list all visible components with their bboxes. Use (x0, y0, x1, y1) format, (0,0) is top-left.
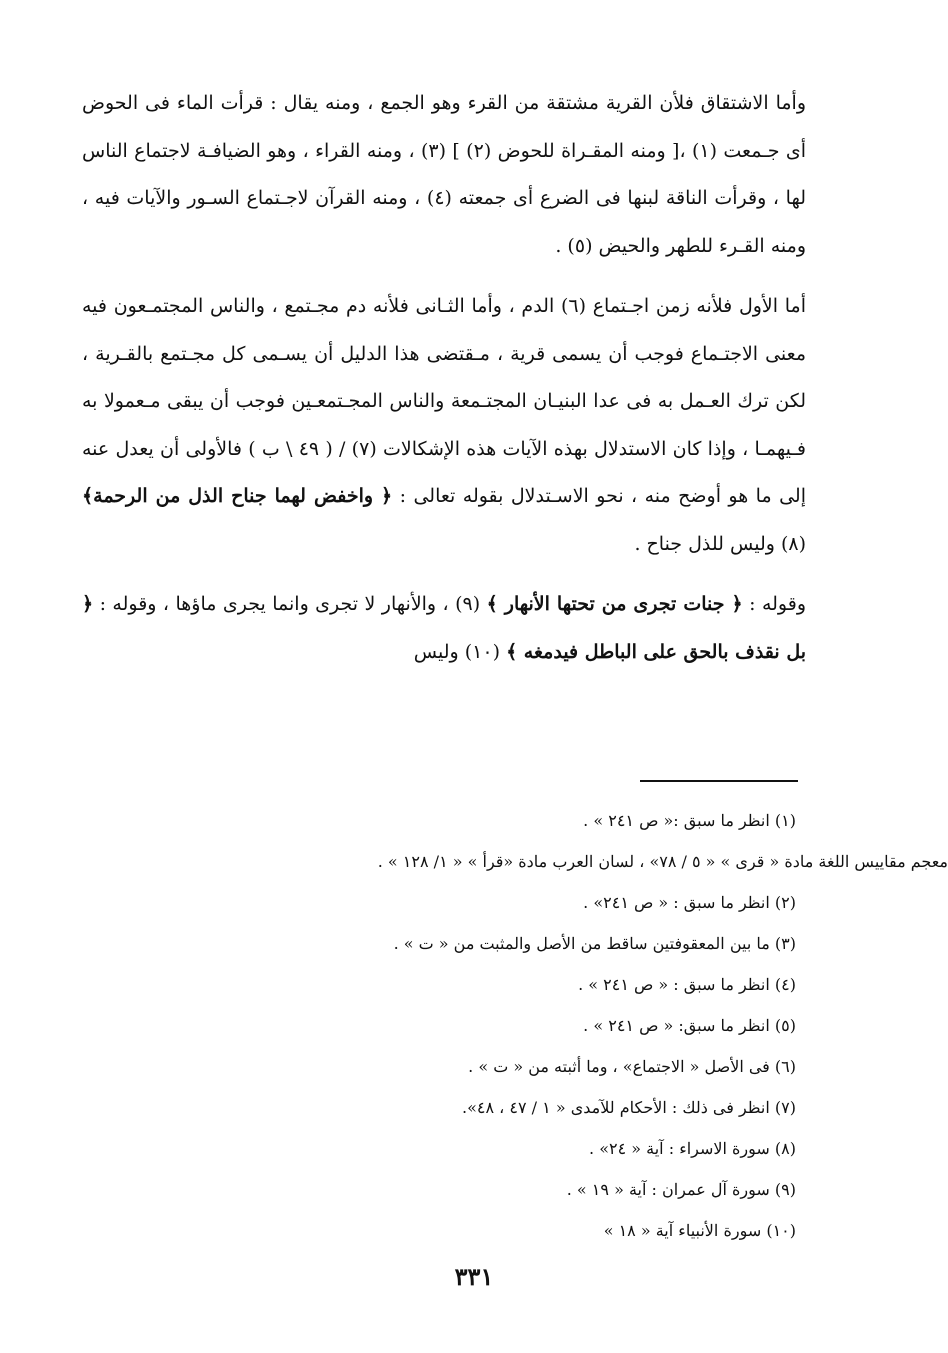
footnote-5: (٥) انظر ما سبق: « ص ٢٤١ » . (583, 1016, 796, 1035)
footnotes-list (82, 800, 948, 1251)
page-number: ٣٣١ (454, 1262, 494, 1291)
footnote-8: (٨) سورة الاسراء : آية « ٢٤» . (589, 1139, 796, 1158)
footnote-separator (640, 780, 798, 782)
paragraph-2-text: أما الأول فلأنه زمن اجـتماع (٦) الدم ، وأما الثـانى فلأنه دم مجـتمع ، والناس المجتمـعون فيه معنى الاجتـماع فوجب أن يسمى قرية ، مـقتضى هذا الدليل أن يسـمى كل مجـتمع بالقـرية ، لكن ترك العـمل به فى عدا البنيـان المجتـمعة والناس المجـتمعـين فوجب أن يبقى مـعمولا به فـيهمـا ، وإذا كان الاستدلال بهذه الآيات هذه الإشكالات (٧) / ( ٤٩ \ ب ) فالأولى أن يعدل عنه إلى ما هو أوضح منه ، نحو الاسـتدلال بقوله تعالى : (82, 295, 806, 507)
footnote-1: (١) انظر ما سبق :« ص ٢٤١ » . (583, 811, 796, 830)
main-text (82, 80, 806, 676)
paragraph-2-tail: (٨) وليس للذل جناح . (634, 532, 806, 555)
footnote-7: (٧) انظر فى ذلك : الأحكام للآمدى « ١ / ٤٧ ، ٤٨». (461, 1098, 796, 1117)
paragraph-3 (82, 581, 806, 676)
paragraph-3-tail: (١٠) وليس (413, 640, 501, 663)
paragraph-2 (82, 283, 806, 568)
footnote-4: (٤) انظر ما سبق : « ص ٢٤١ » . (578, 975, 796, 994)
footnote-6: (٦) فى الأصل « الاجتماع» ، وما أثبته من « ت » . (468, 1057, 796, 1076)
quran-verse-rivers: ﴿ جنات تجرى من تحتها الأنهار ﴾ (486, 593, 743, 615)
quran-verse-isra: ﴿ واخفض لهما جناح الذل من الرحمة﴾ (82, 485, 393, 507)
paragraph-3-intro: وقوله : (749, 593, 806, 615)
footnote-10: (١٠) سورة الأنبياء آية « ١٨ » (603, 1221, 796, 1240)
paragraph-1-text: وأما الاشتقاق فلأن القرية مشتقة من القرء وهو الجمع ، ومنه يقال : قرأت الماء فى الحوض أى جـمعت (١) ،[ ومنه المقـراة للحوض (٢) ] (٣) ، ومنه القراء ، وهو الضيافـة لاجتماع الناس لها ، وقرأت الناقة لبنها فى الضرع أى جمعته (٤) ، ومنه القرآن لاجـتماع السـور والآيات فيه ، ومنه القـرء للطهر والحيض (٥) . (82, 92, 807, 257)
quran-verse-truth: ﴿ بل نقذف بالحق على الباطل فيدمغه ﴾ (82, 593, 806, 663)
paragraph-3-mid: (٩) ، والأنهار لا تجرى وانما يجرى ماؤها ، وقوله : (99, 593, 481, 615)
footnote-3: (٣) ما بين المعقوفتين ساقط من الأصل والمثبت من « ت » . (393, 934, 796, 953)
paragraph-1 (82, 80, 806, 270)
footnote-1-continuation: معجم مقاييس اللغة مادة « قرى » « ٥ / ٧٨» ، لسان العرب مادة «قرأ » « ١/ ١٢٨ » . (377, 852, 948, 871)
footnote-2: (٢) انظر ما سبق : « ص ٢٤١» . (583, 893, 796, 912)
footnote-9: (٩) سورة آل عمران : آية « ١٩ » . (566, 1180, 796, 1199)
